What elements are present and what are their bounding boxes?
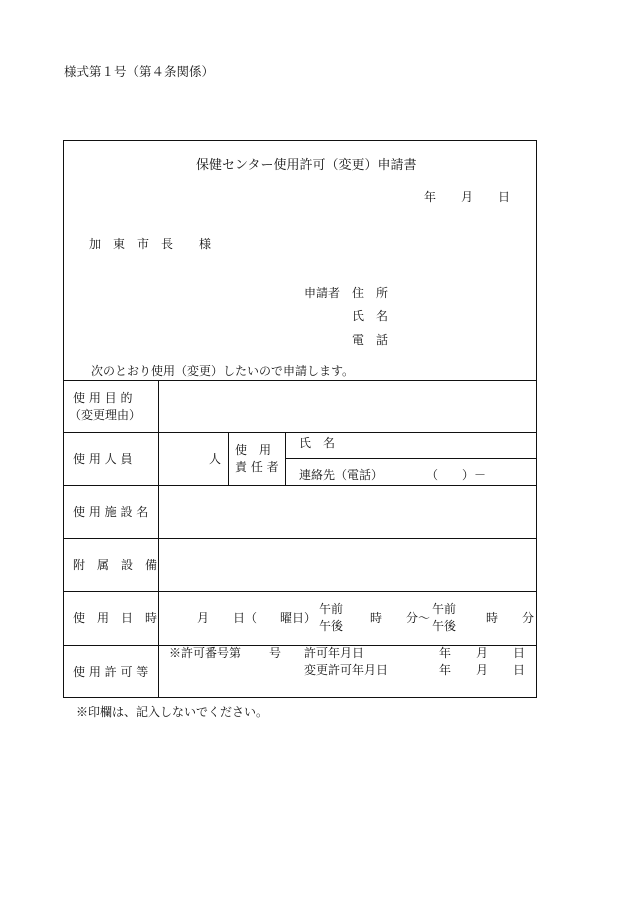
applicant-phone-label: 電 — [352, 333, 365, 347]
applicant-name-label: 氏 — [352, 309, 365, 323]
datetime-pm-end: 午後 — [432, 619, 457, 633]
permit-date-month: 月 — [476, 646, 489, 660]
permit-date-day: 日 — [513, 646, 526, 660]
equipment-label: 附 属 設 備 — [73, 558, 158, 572]
contact-label: 連絡先（電話） — [299, 468, 384, 482]
responsible-label: 責 任 者 — [235, 460, 279, 474]
form-number: 様式第１号（第４条関係） — [64, 64, 215, 79]
datetime-day: 日（ — [233, 611, 258, 625]
responsible-name-label: 氏 名 — [299, 436, 336, 450]
applicant-label: 申請者 — [304, 286, 341, 300]
datetime-label: 使 用 日 時 — [73, 611, 158, 625]
datetime-month: 月 — [197, 611, 210, 625]
datetime-hour-start: 時 — [370, 611, 383, 625]
applicant-address-label: 所 — [376, 286, 389, 300]
row-divider — [64, 645, 536, 646]
row-divider — [64, 485, 536, 486]
change-date-year: 年 — [439, 663, 452, 677]
applicant-phone-label: 話 — [376, 333, 389, 347]
date-day-label: 日 — [498, 190, 511, 204]
datetime-minute-end: 分 — [522, 611, 535, 625]
cell-divider — [285, 458, 536, 459]
datetime-hour-end: 時 — [486, 611, 499, 625]
permit-date-label: 許可年月日 — [304, 646, 365, 660]
intro-text: 次のとおり使用（変更）したいので申請します。 — [91, 364, 355, 378]
change-date-month: 月 — [476, 663, 489, 677]
row-divider — [64, 380, 536, 381]
application-form — [63, 140, 537, 698]
cell-divider — [228, 432, 229, 485]
responsible-label: 使 用 — [235, 443, 272, 457]
datetime-pm-start: 午後 — [319, 619, 344, 633]
change-date-day: 日 — [513, 663, 526, 677]
permit-number-suffix: 号 — [269, 646, 282, 660]
people-label: 使 用 人 員 — [73, 452, 133, 466]
permit-number-label: ※許可番号第 — [169, 646, 242, 660]
purpose-label-sub: （変更理由） — [69, 408, 142, 422]
addressee-char: 東 — [113, 237, 126, 251]
addressee-char: 長 — [161, 237, 174, 251]
change-permit-date-label: 変更許可年月日 — [304, 663, 389, 677]
row-divider — [64, 591, 536, 592]
addressee-honorific: 様 — [199, 237, 212, 251]
date-month-label: 月 — [461, 190, 474, 204]
datetime-weekday: 曜日） — [280, 611, 317, 625]
permit-date-year: 年 — [439, 646, 452, 660]
contact-parens: （ ）－ — [426, 468, 487, 482]
label-column-divider — [158, 380, 159, 698]
footnote: ※印欄は、記入しないでください。 — [76, 705, 269, 719]
facility-label: 使 用 施 設 名 — [73, 505, 149, 519]
applicant-name-label: 名 — [376, 309, 389, 323]
applicant-address-label: 住 — [352, 286, 365, 300]
cell-divider — [285, 432, 286, 485]
permit-label: 使 用 許 可 等 — [73, 665, 149, 679]
form-title: 保健センター使用許可（変更）申請書 — [196, 158, 417, 173]
datetime-am-end: 午前 — [432, 602, 457, 616]
datetime-minute-start: 分〜 — [406, 611, 431, 625]
purpose-label: 使 用 目 的 — [73, 391, 133, 405]
addressee-char: 市 — [137, 237, 150, 251]
people-unit: 人 — [209, 452, 222, 466]
row-divider — [64, 538, 536, 539]
row-divider — [64, 432, 536, 433]
datetime-am-start: 午前 — [319, 602, 344, 616]
date-year-label: 年 — [424, 190, 437, 204]
addressee-char: 加 — [89, 237, 102, 251]
